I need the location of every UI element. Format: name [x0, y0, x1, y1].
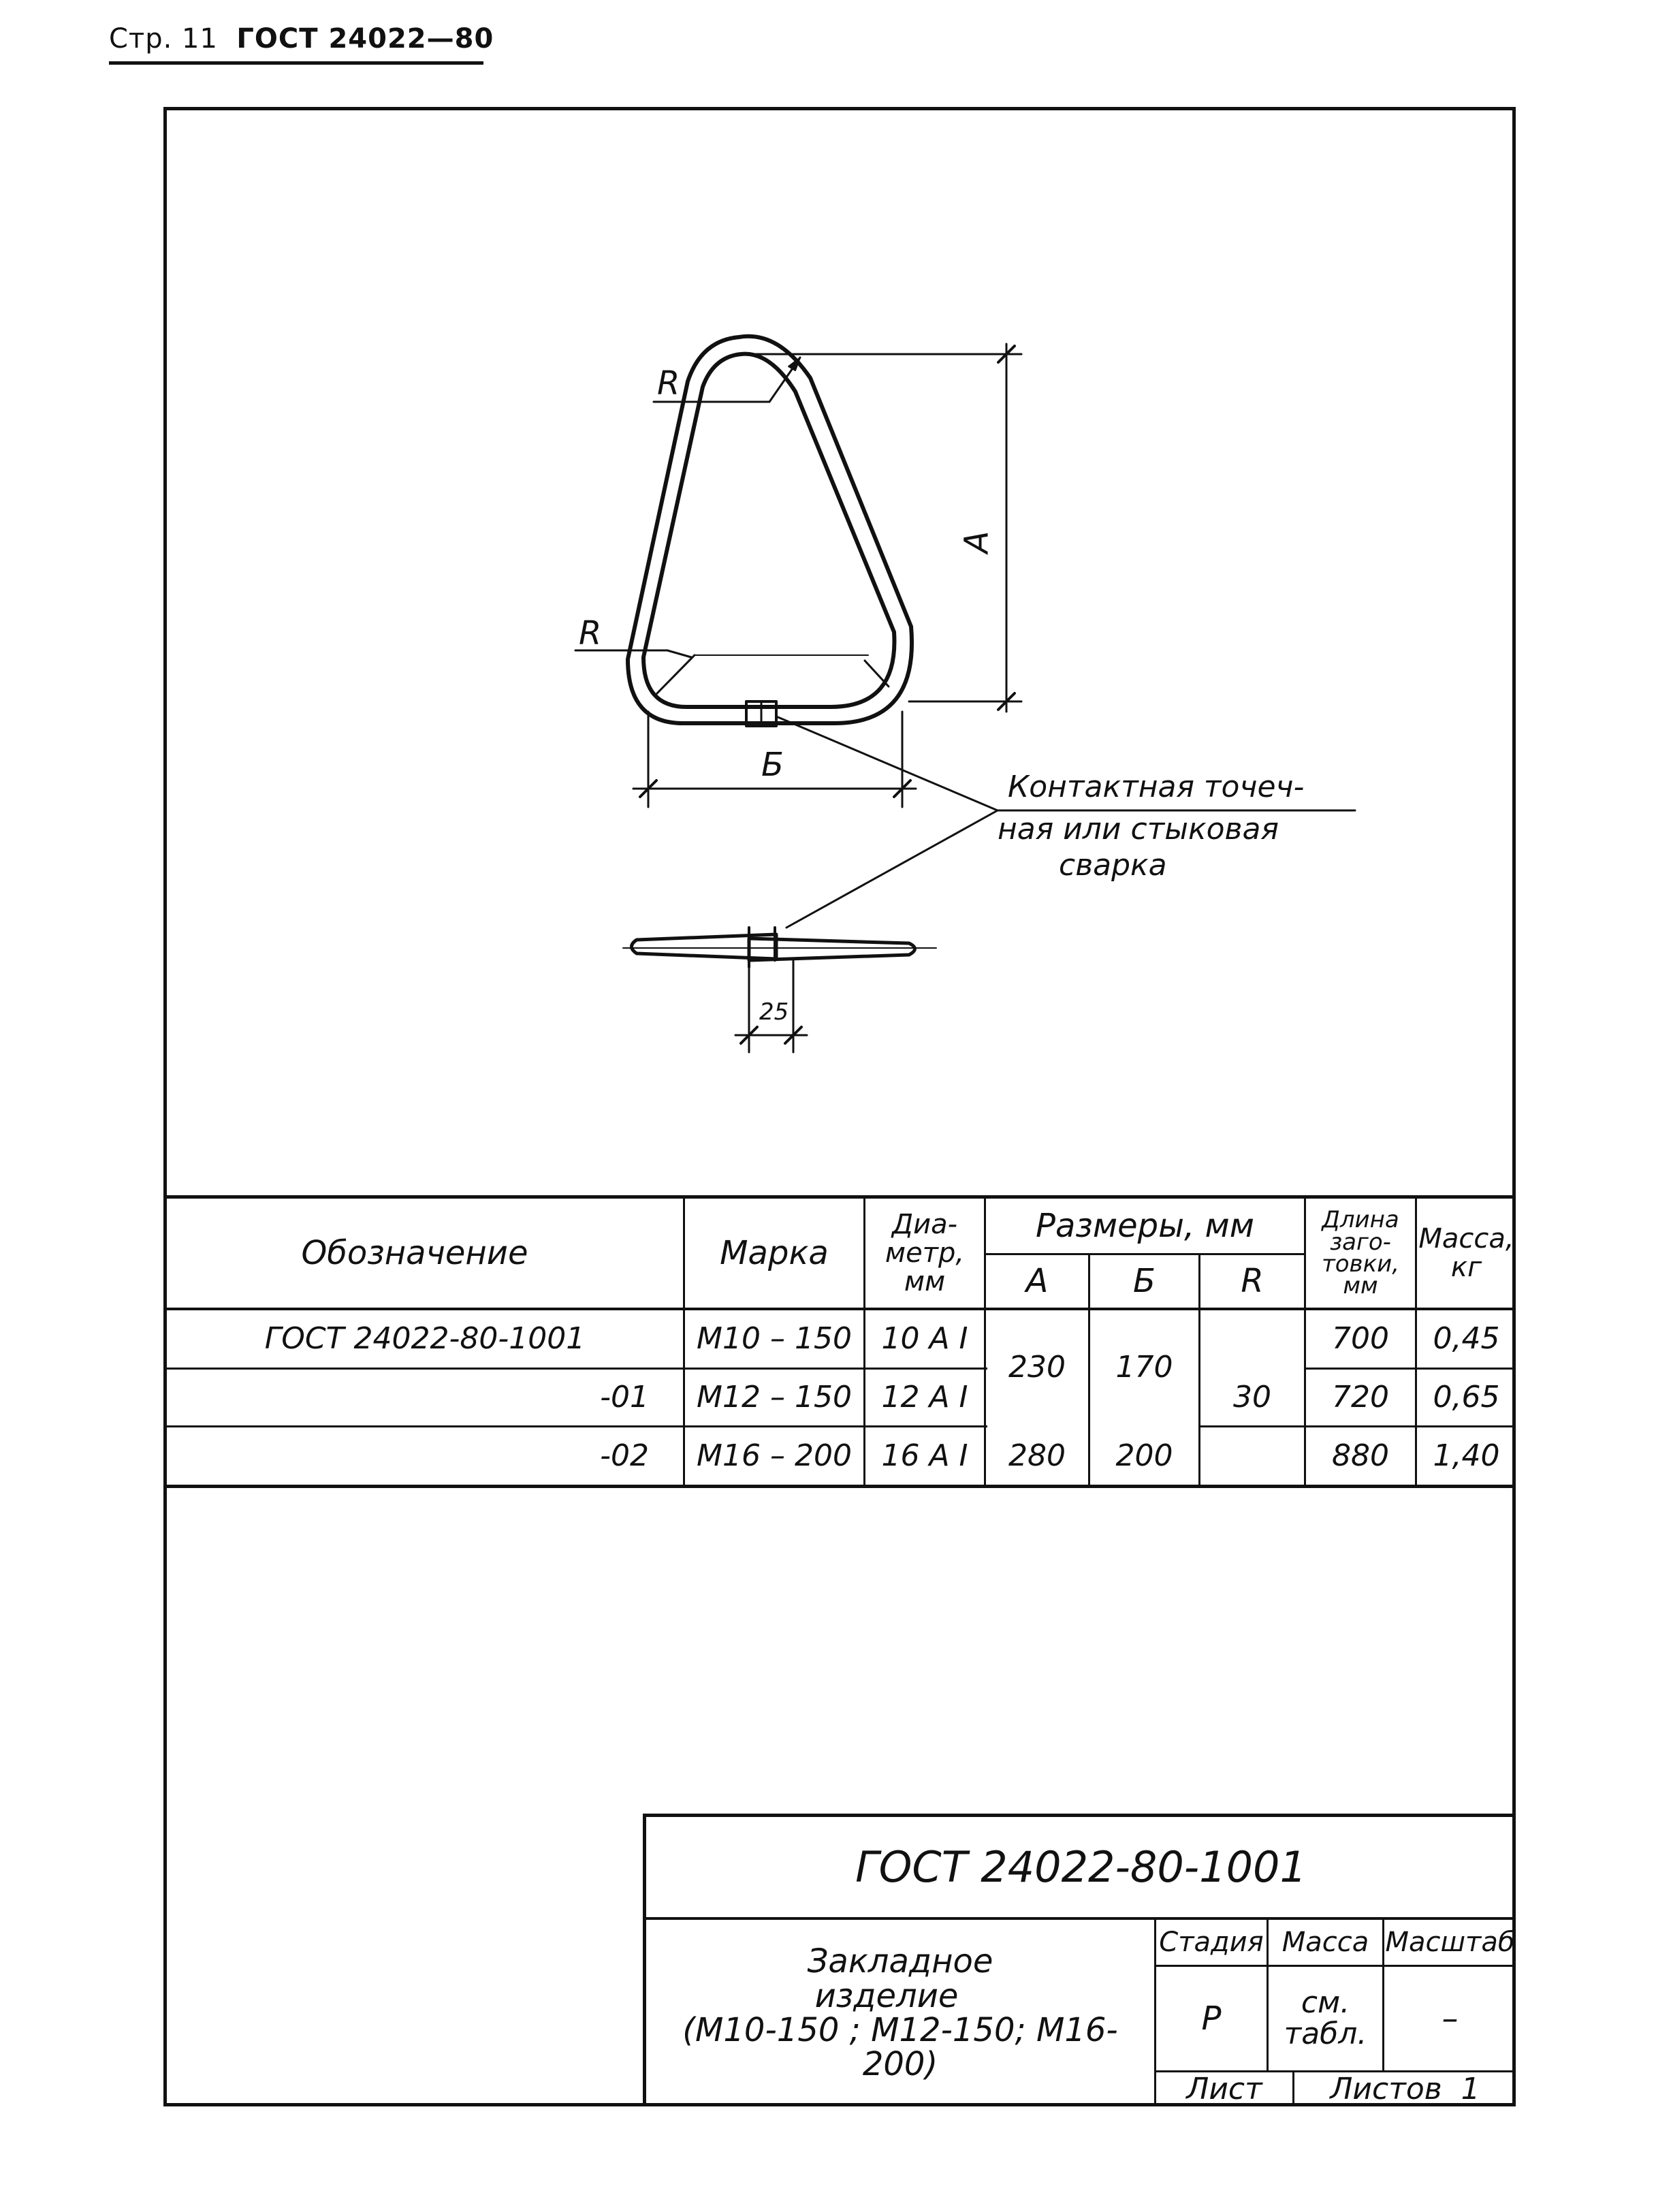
- sheets-count: Листов 1: [1330, 2071, 1480, 2106]
- size-r-all-rows: 30: [1233, 1379, 1271, 1415]
- title-block-code: ГОСТ 24022-80-1001: [855, 1842, 1307, 1892]
- header-mass: Масса, кг: [1418, 1223, 1514, 1283]
- stage-value: Р: [1201, 1999, 1222, 2038]
- weld-note-line-3: сварка: [1059, 848, 1167, 883]
- header-size-r: R: [1241, 1262, 1264, 1301]
- radius-label-top: R: [657, 364, 680, 402]
- weld-note-line-1: Контактная точеч-: [1008, 770, 1305, 804]
- size-b-row-3: 200: [1115, 1438, 1173, 1473]
- table-row-1-mark: М10 – 150: [697, 1321, 852, 1356]
- table-row-1-blank-length: 700: [1332, 1321, 1389, 1356]
- header-designation: Обозначение: [301, 1233, 528, 1272]
- stage-label: Стадия: [1159, 1927, 1264, 1958]
- title-block-name: Закладное изделие (М10-150 ; М12-150; М16-200): [682, 1942, 1118, 2084]
- table-row-3-designation: -02: [600, 1438, 649, 1473]
- table-row-3-mark: М16 – 200: [697, 1438, 852, 1473]
- table-row-3-blank-length: 880: [1332, 1438, 1389, 1473]
- size-b-rows-1-2: 170: [1115, 1350, 1173, 1385]
- header-size-b: Б: [1133, 1262, 1156, 1301]
- radius-label-bottom: R: [579, 614, 602, 652]
- dimension-25-label: 25: [759, 998, 789, 1026]
- header-size-a: А: [1025, 1262, 1049, 1301]
- table-row-3-diameter: 16 А I: [881, 1438, 968, 1473]
- header-blank-length: Длина заго- товки, мм: [1321, 1206, 1400, 1300]
- scale-label: Масштаб: [1385, 1927, 1515, 1958]
- table-row-2-designation: -01: [600, 1379, 649, 1415]
- dimension-b-label: Б: [761, 746, 784, 784]
- scale-value: –: [1442, 1999, 1459, 2038]
- table-row-2-mark: М12 – 150: [697, 1379, 852, 1415]
- table-row-2-mass: 0,65: [1433, 1379, 1500, 1415]
- table-row-1-designation: ГОСТ 24022-80-1001: [264, 1321, 586, 1356]
- mass-label: Масса: [1281, 1927, 1369, 1958]
- dimension-a-label: А: [957, 531, 996, 554]
- header-mark: Марка: [720, 1233, 829, 1272]
- table-row-1-mass: 0,45: [1433, 1321, 1500, 1356]
- weld-note-line-2: ная или стыковая: [998, 812, 1279, 847]
- sheet-label: Лист: [1186, 2071, 1262, 2106]
- page-number: Стр. 11: [109, 23, 218, 54]
- header-diameter: Диа- метр, мм: [885, 1209, 965, 1297]
- standard-code: ГОСТ 24022—80: [236, 23, 494, 54]
- mass-value: см. табл.: [1284, 1985, 1367, 2051]
- table-row-1-diameter: 10 А I: [881, 1321, 968, 1356]
- table-row-3-mass: 1,40: [1433, 1438, 1500, 1473]
- table-row-2-diameter: 12 А I: [881, 1379, 968, 1415]
- table-row-2-blank-length: 720: [1332, 1379, 1389, 1415]
- size-a-row-3: 280: [1008, 1438, 1066, 1473]
- size-a-rows-1-2: 230: [1008, 1350, 1066, 1385]
- header-sizes: Размеры, мм: [1036, 1206, 1254, 1245]
